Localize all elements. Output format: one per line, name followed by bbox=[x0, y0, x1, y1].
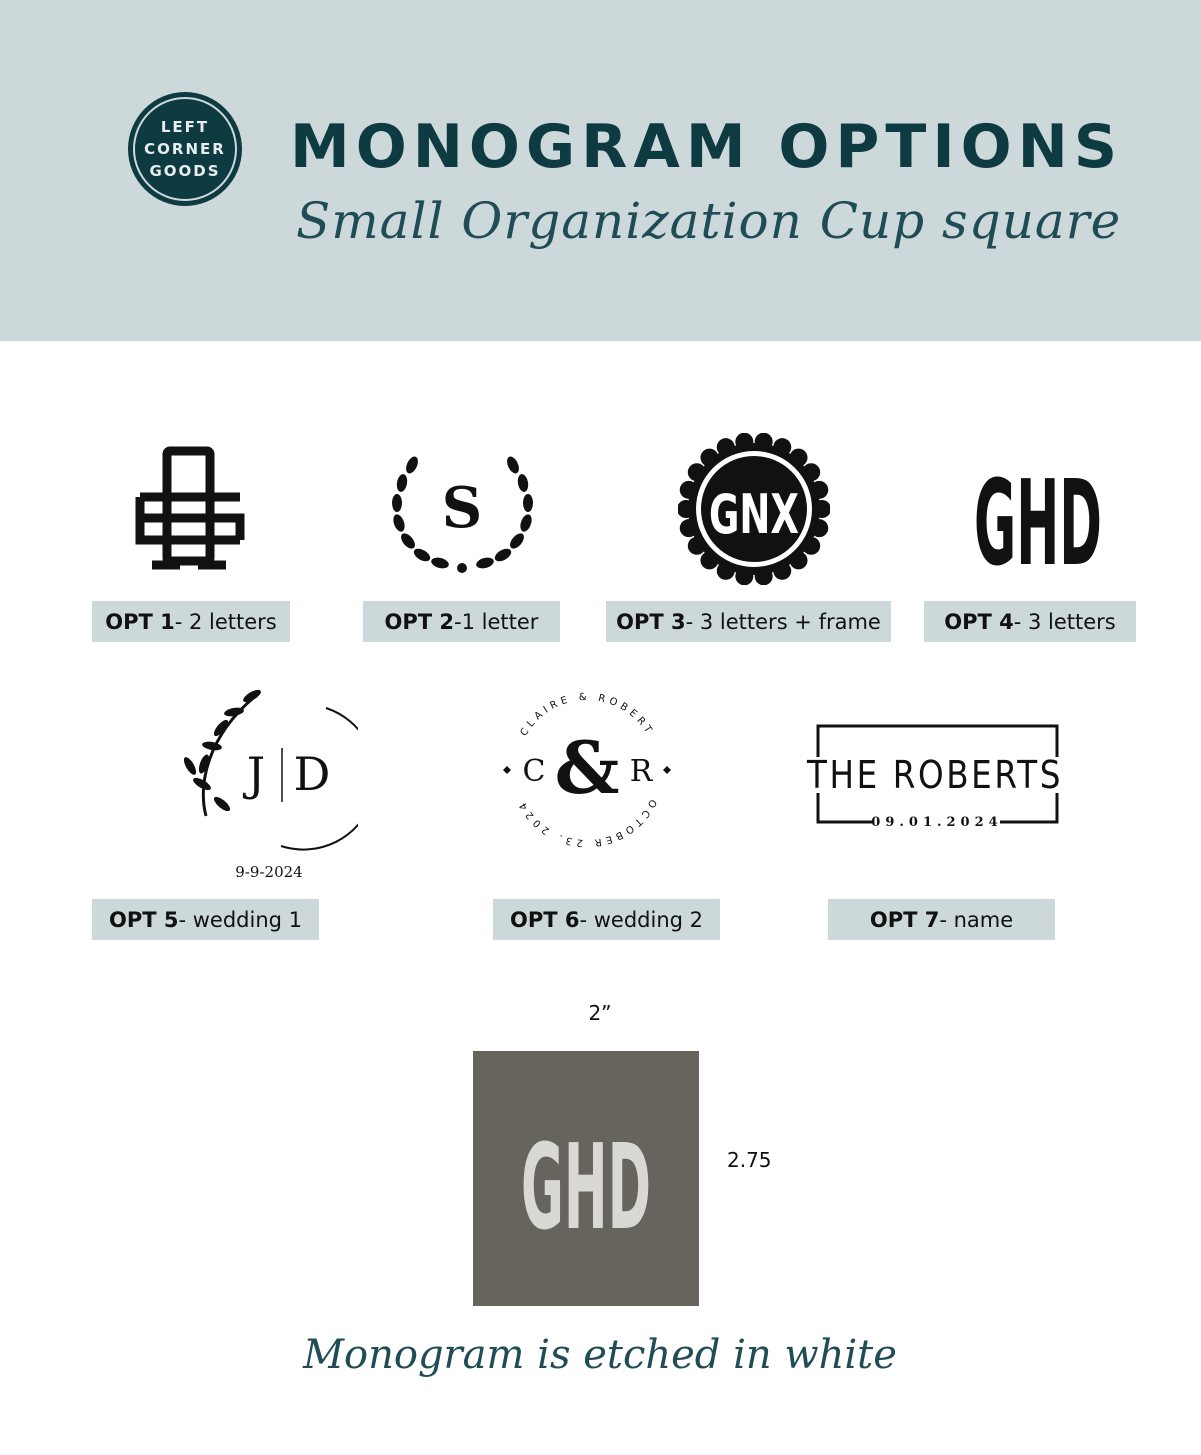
width-dimension: 2” bbox=[588, 1001, 612, 1025]
opt6-ampersand: & bbox=[554, 725, 620, 810]
etching-note: Monogram is etched in white bbox=[303, 1332, 897, 1378]
opt6-ring-top: CLAIRE & ROBERT bbox=[518, 691, 656, 739]
opt5-sample-right: D bbox=[293, 747, 331, 801]
brand-logo bbox=[128, 92, 242, 206]
opt6-sample-right: R bbox=[629, 754, 653, 789]
opt5-label: OPT 5 - wedding 1 bbox=[92, 899, 319, 940]
opt3-sample-letters: GNX bbox=[709, 483, 799, 546]
opt6-label: OPT 6 - wedding 2 bbox=[493, 899, 720, 940]
opt4-label: OPT 4 - 3 letters bbox=[924, 601, 1136, 642]
logo-line: CORNER bbox=[144, 140, 226, 158]
cup-preview-swatch bbox=[473, 1051, 699, 1306]
opt3-label: OPT 3 - 3 letters + frame bbox=[606, 601, 891, 642]
opt7-label: OPT 7 - name bbox=[828, 899, 1055, 940]
opt4-sample-letters: GHD bbox=[974, 454, 1102, 572]
opt1-label: OPT 1 - 2 letters bbox=[92, 601, 290, 642]
preview-monogram-icon bbox=[473, 1051, 699, 1306]
opt6-wedding-ring-icon bbox=[497, 680, 677, 860]
opt6-sample-left: C bbox=[522, 754, 546, 789]
opt2-label: OPT 2 -1 letter bbox=[363, 601, 560, 642]
header-banner bbox=[0, 0, 1201, 341]
height-dimension: 2.75 bbox=[727, 1148, 772, 1172]
page-subtitle: Small Organization Cup square bbox=[296, 192, 1122, 250]
opt4-circle-monogram-icon bbox=[972, 446, 1104, 572]
opt1-monogram-icon bbox=[130, 445, 250, 575]
page-title: MONOGRAM OPTIONS bbox=[290, 112, 1124, 182]
opt2-sample-letter: S bbox=[441, 475, 483, 541]
opt7-name-frame-icon bbox=[804, 723, 1066, 827]
opt7-name: THE ROBERTS bbox=[806, 753, 1063, 797]
logo-line: GOODS bbox=[149, 162, 221, 180]
opt2-laurel-icon bbox=[390, 445, 535, 577]
preview-sample-letters: GHD bbox=[521, 1118, 651, 1256]
opt3-scalloped-frame-icon bbox=[678, 433, 830, 585]
logo-line: LEFT bbox=[160, 118, 210, 136]
opt6-ring-bottom: OCTOBER 23. 2024 bbox=[515, 797, 659, 849]
opt7-date: 09.01.2024 bbox=[871, 815, 1003, 827]
opt5-date: 9-9-2024 bbox=[235, 863, 303, 881]
opt5-sample-left: J bbox=[246, 747, 266, 801]
opt5-wedding-crest-icon bbox=[176, 686, 358, 886]
